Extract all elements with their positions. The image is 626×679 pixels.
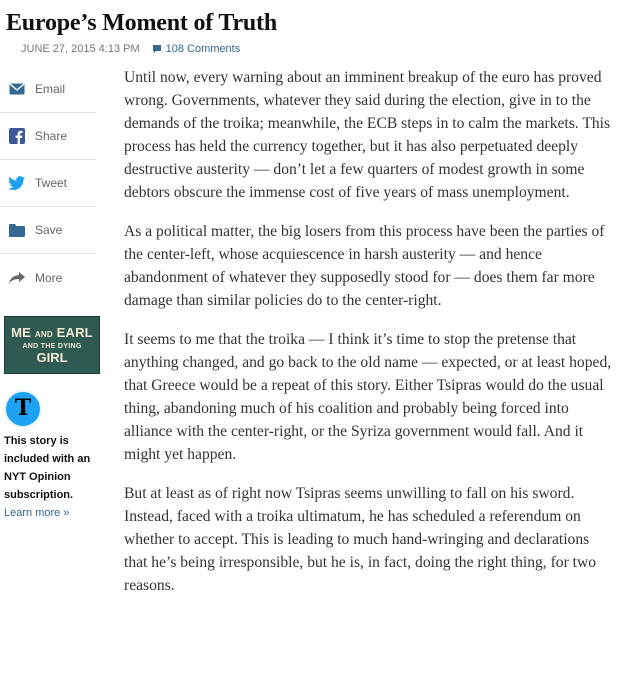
article-paragraph: It seems to me that the troika — I think it’s time to stop the pretense that anything changed, and go back to the old name — expected, or at least hoped, that Greece would be a repeat of this story. Either Tsipras would do the usual thing, abandoning much of his coalition and probably being forced into alliance with the center-right, or the Syriza government would fall. And it might yet happen. [124,331,612,463]
share-facebook-label: Share [35,129,68,143]
share-email-label: Email [35,82,66,96]
more-share-button[interactable] [0,254,96,301]
article-paragraph: But at least as of right now Tsipras seems unwilling to fall on his sword. Instead, faced with a troika ultimatum, he has scheduled a referendum on whether to accept. This is leading to much hand-wringing and declarations that he’s being irresponsible, but he is, in fact, doing the right thing, for two reasons. [124,485,597,594]
ad-title-line2: AND THE DYING [22,342,82,350]
share-tools [0,66,96,301]
ad-title-line1: ME AND EARL [11,324,93,340]
comments-link[interactable] [152,42,241,56]
share-email-button[interactable] [0,66,96,113]
promo-text: This story is included with an NYT Opinion subscription. [4,435,91,501]
folder-icon [9,222,25,238]
envelope-icon [9,81,25,97]
save-label: Save [35,223,63,237]
share-facebook-button[interactable] [0,113,96,160]
save-button[interactable] [0,207,96,254]
article-paragraph: Until now, every warning about an imminent breakup of the euro has proved wrong. Governments, whatever they said during the election, give in to the demands of the troika; meanwhile, the ECB steps in to calm the markets. This process has held the currency together, but it has also perpetuated deeply destructive austerity — don’t let a few quarters of modest growth in some debtors obscure the immense cost of five years of mass unemployment. [124,69,611,201]
nyt-t-logo-icon: T [4,390,42,428]
twitter-icon [9,175,25,191]
publish-date: JUNE 27, 2015 4:13 PM [21,43,140,55]
article-paragraph: As a political matter, the big losers from this process have been the parties of the center-left, whose acquiescence in harsh austerity — and hence abandonment of whatever they supposedly stood for — does them far more damage than similar policies do to the center-right. [124,223,605,309]
article-body [124,66,612,613]
advertisement-me-and-earl[interactable] [4,316,100,374]
more-label: More [35,270,63,285]
share-twitter-label: Tweet [35,176,68,190]
subscription-promo [4,390,100,520]
comment-bubble-icon [152,44,162,54]
byline [21,42,240,56]
share-twitter-button[interactable] [0,160,96,207]
share-arrow-icon [9,270,25,286]
comments-count: 108 Comments [165,43,241,55]
ad-title-line3: GIRL [36,349,68,365]
article-headline: Europe’s Moment of Truth [6,10,277,36]
facebook-icon [9,128,25,144]
learn-more-link[interactable]: Learn more » [4,507,70,519]
